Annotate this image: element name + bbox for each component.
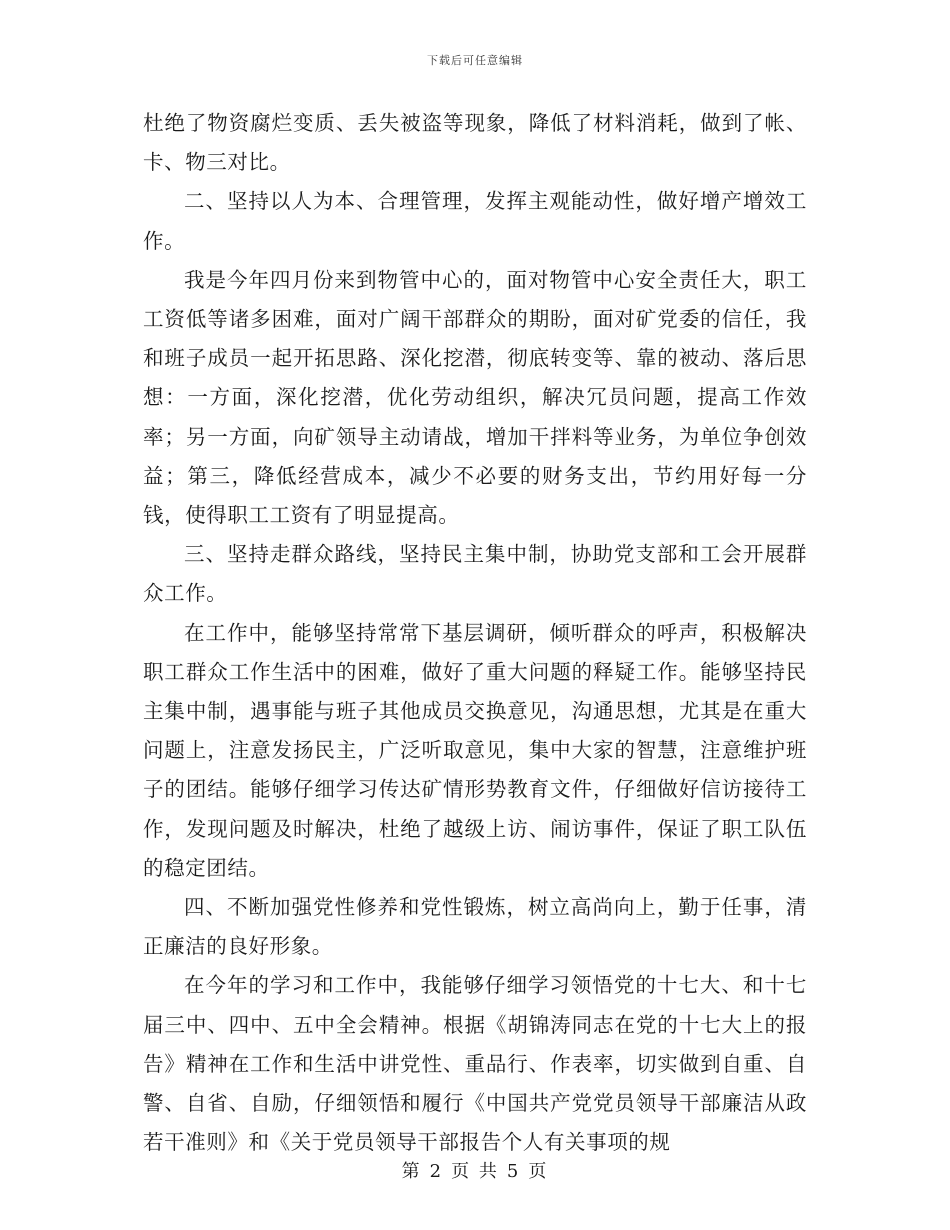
page-footer xyxy=(0,1157,950,1183)
page-total: 5 xyxy=(506,1161,521,1182)
paragraph: 在今年的学习和工作中，我能够仔细学习领悟党的十七大、和十七届三中、四中、五中全会精神。根据《胡锦涛同志在党的十七大上的报告》精神在工作和生活中讲党性、重品行、作表率，切实做到自重、自警、自省、自励，仔细领悟和履行《中国共产党党员领导干部廉洁从政若干准则》和《关于党员领导干部报告个人有关事项的规 xyxy=(143,973,807,1155)
paragraph-continuation: 杜绝了物资腐烂变质、丢失被盗等现象，降低了材料消耗，做到了帐、卡、物三对比。 xyxy=(143,111,807,175)
page-footer-suffix: 页 xyxy=(528,1161,549,1182)
page-header: 下载后可任意编辑 xyxy=(427,54,523,67)
page-footer-prefix: 第 xyxy=(401,1161,422,1182)
page-footer-middle: 页 共 xyxy=(451,1161,499,1182)
section-heading-2: 二、坚持以人为本、合理管理，发挥主观能动性，做好增产增效工作。 xyxy=(143,189,807,253)
document-body xyxy=(143,104,807,1162)
section-heading-4: 四、不断加强党性修养和党性锻炼，树立高尚向上，勤于任事，清正廉洁的良好形象。 xyxy=(143,895,807,959)
page-number: 2 xyxy=(429,1161,444,1182)
section-heading-3: 三、坚持走群众路线，坚持民主集中制，协助党支部和工会开展群众工作。 xyxy=(143,542,807,606)
paragraph: 在工作中，能够坚持常常下基层调研，倾听群众的呼声，积极解决职工群众工作生活中的困难，做好了重大问题的释疑工作。能够坚持民主集中制，遇事能与班子其他成员交换意见，沟通思想，尤其是在重大问题上，注意发扬民主，广泛听取意见，集中大家的智慧，注意维护班子的团结。能够仔细学习传达矿情形势教育文件，仔细做好信访接待工作，发现问题及时解决，杜绝了越级上访、闹访事件，保证了职工队伍的稳定团结。 xyxy=(143,620,807,880)
paragraph: 我是今年四月份来到物管中心的，面对物管中心安全责任大，职工工资低等诸多困难，面对广阔干部群众的期盼，面对矿党委的信任，我和班子成员一起开拓思路、深化挖潜，彻底转变等、靠的被动、落后思想：一方面，深化挖潜，优化劳动组织，解决冗员问题，提高工作效率；另一方面，向矿领导主动请战，增加干拌料等业务，为单位争创效益；第三，降低经营成本，减少不必要的财务支出，节约用好每一分钱，使得职工工资有了明显提高。 xyxy=(143,267,807,528)
